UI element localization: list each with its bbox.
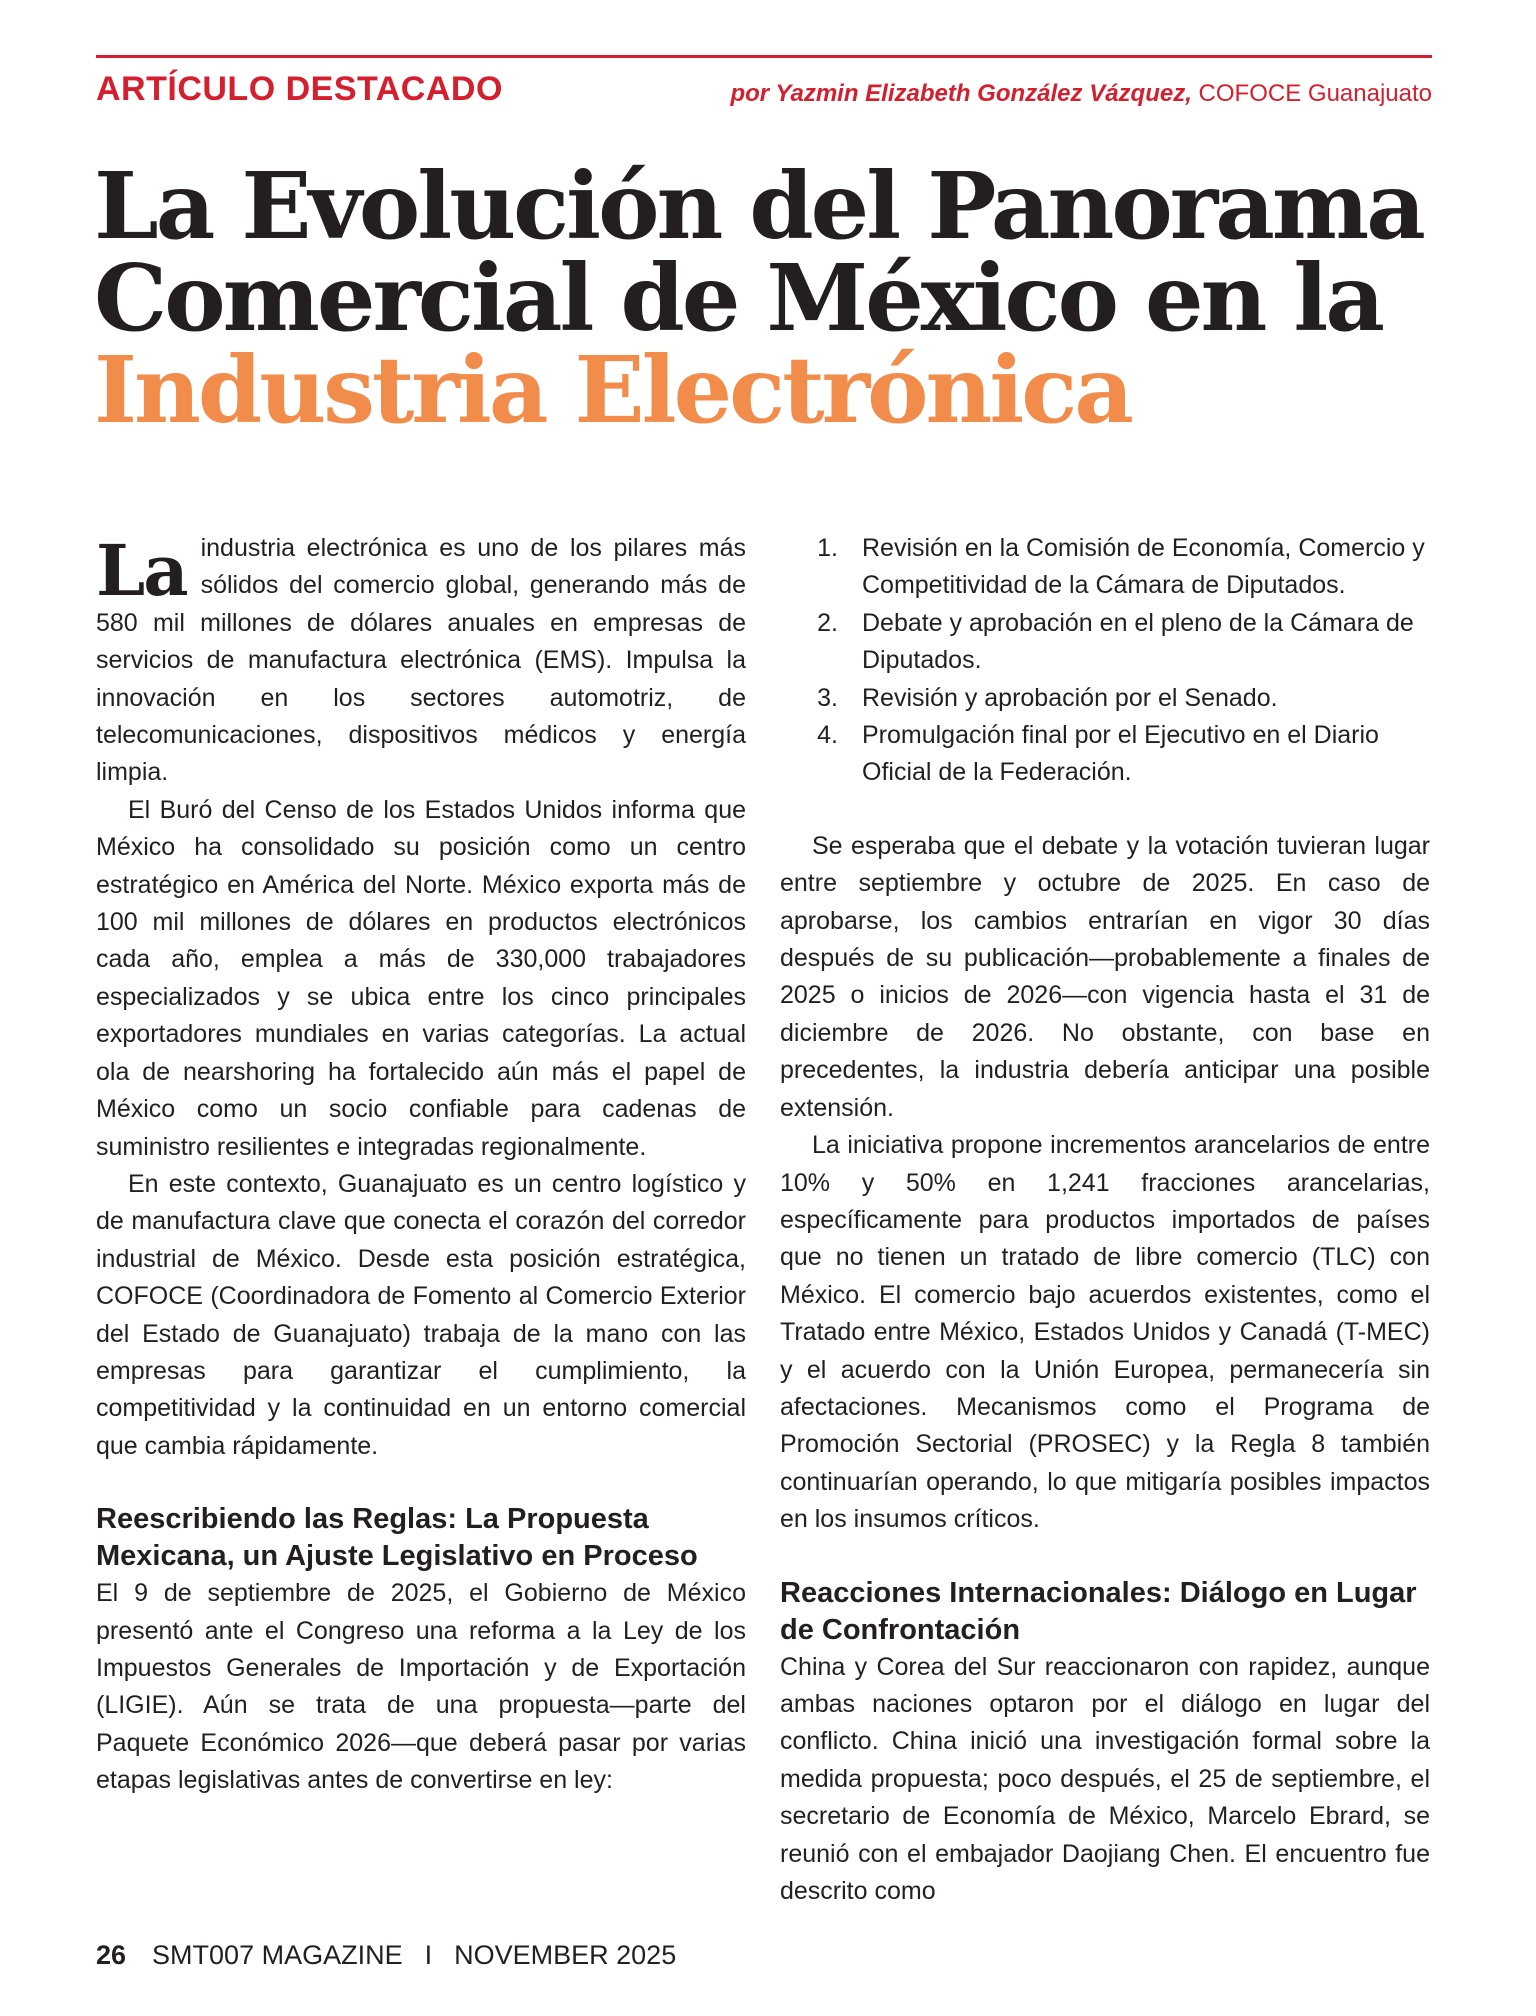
byline [730,80,1432,108]
paragraph-tariffs: La iniciativa propone incrementos arancelarios de entre 10% y 50% en 1,241 fracciones arancelarias, específicamente para productos importados de países que no tienen un tratado de libre comercio (TLC) con México. El comercio bajo acuerdos existentes, como el Tratado entre México, Estados Unidos y Canadá (T-MEC) y el acuerdo con la Unión Europea, permanecería sin afectaciones. Mecanismos como el Programa de Promoción Sectorial (PROSEC) y la Regla 8 también continuarían operando, lo que mitigaría posibles impactos en los insumos críticos. [780,1131,1430,1534]
list-item: 3. Revisión y aprobación por el Senado. [817,683,1278,712]
article-title [94,152,1454,444]
paragraph-ligie: El 9 de septiembre de 2025, el Gobierno de México presentó ante el Congreso una reforma a la Ley de los Impuestos Generales de Importación y de Exportación (LIGIE). Aún se trata de una propuesta—parte del Paquete Económico 2026—que deberá pasar por varias etapas legislativas antes de convertirse en ley: [96,1579,746,1795]
intro-text: industria electrónica es uno de los pilares más sólidos del comercio global, generando más de 580 mil millones de dólares anuales en empresas de servicios de manufactura electrónica (EMS). Impulsa la innovación en los sectores automotriz, de telecomunicaciones, dispositivos médicos y energía limpia. [96,534,746,787]
list-item: 4. Promulgación final por el Ejecutivo en el Diario Oficial de la Federación. [817,721,1379,787]
publication-name: SMT007 MAGAZINE [152,1940,403,1970]
intro-paragraph [96,530,746,792]
list-item: 2. Debate y aprobación en el pleno de la Cámara de Diputados. [817,608,1414,675]
byline-author: por Yazmin Elizabeth González Vázquez, [730,80,1192,107]
title-line-1: La Evolución del Panorama [94,152,1423,260]
footer-separator: I [424,1940,433,1970]
page-number: 26 [96,1940,127,1970]
title-line-3: Industria Electrónica [94,336,1131,444]
title-line-2: Comercial de México en la [94,244,1382,352]
left-column [96,530,746,1800]
subheading-reacciones: Reacciones Internacionales: Diálogo en Lugar de Confrontación [780,1576,1417,1646]
dropcap: La [96,529,187,612]
section-label: ARTÍCULO DESTACADO [96,70,503,108]
paragraph-guanajuato: En este contexto, Guanajuato es un centro logístico y de manufactura clave que conecta el corazón del corredor industrial de México. Desde esta posición estratégica, COFOCE (Coordinadora de Fomento al Comercio Exterior del Estado de Guanajuato) trabaja de la mano con las empresas para garantizar el cumplimiento, la competitividad y la continuidad en un entorno comercial que cambia rápidamente. [96,1169,746,1460]
byline-organization: COFOCE Guanajuato [1191,80,1432,107]
paragraph-reactions: China y Corea del Sur reaccionaron con rapidez, aunque ambas naciones optaron por el diálogo en lugar del conflicto. China inició una investigación formal sobre la medida propuesta; poco después, el 25 de septiembre, el secretario de Economía de México, Marcelo Ebrard, se reunió con el embajador Daojiang Chen. El encuentro fue descrito como [780,1652,1430,1905]
list-item: 1. Revisión en la Comisión de Economía, Comercio y Competitividad de la Cámara de Diputados. [817,534,1425,600]
right-column [780,530,1430,1910]
legislative-stages-list [780,530,1430,792]
paragraph-timeline: Se esperaba que el debate y la votación tuvieran lugar entre septiembre y octubre de 2025. En caso de aprobarse, los cambios entrarían en vigor 30 días después de su publicación—probablemente a finales de 2025 o inicios de 2026—con vigencia hasta el 31 de diciembre de 2026. No obstante, con base en precedentes, la industria debería anticipar una posible extensión. [780,831,1430,1122]
header-rule [96,55,1432,58]
issue-date: NOVEMBER 2025 [454,1940,677,1970]
page-footer [96,1940,676,1971]
paragraph-census: El Buró del Censo de los Estados Unidos informa que México ha consolidado su posición como un centro estratégico en América del Norte. México exporta más de 100 mil millones de dólares en productos electrónicos cada año, emplea a más de 330,000 trabajadores especializados y se ubica entre los cinco principales exportadores mundiales en varias categorías. La actual ola de nearshoring ha fortalecido aún más el papel de México como un socio confiable para cadenas de suministro resilientes e integradas regionalmente. [96,795,746,1161]
subheading-reglas: Reescribiendo las Reglas: La Propuesta Mexicana, un Ajuste Legislativo en Proceso [96,1503,698,1573]
